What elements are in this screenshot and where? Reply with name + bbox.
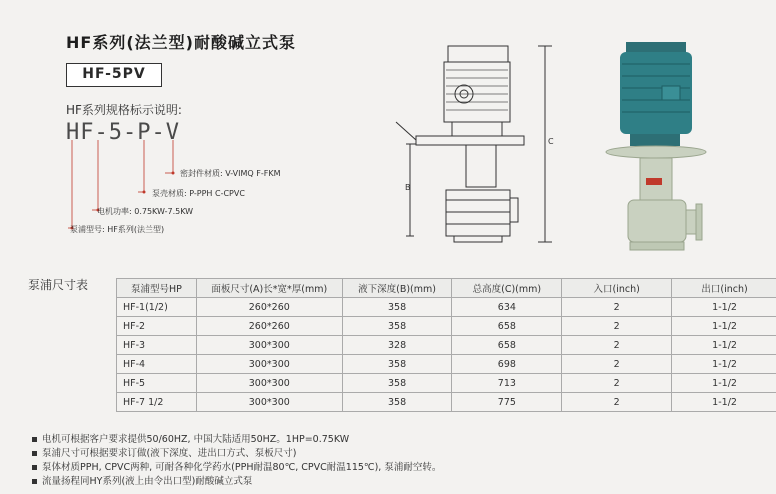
note-item: 流量扬程同HY系列(液上由令出口型)耐酸碱立式泵	[32, 475, 441, 489]
cell-panel-size: 260*260	[196, 298, 342, 317]
cell-depth: 358	[342, 355, 452, 374]
cell-outlet: 1-1/2	[672, 317, 776, 336]
spec-heading: HF系列规格标示说明:	[66, 103, 182, 117]
header-inlet: 入口(inch)	[562, 279, 672, 298]
cell-inlet: 2	[562, 298, 672, 317]
legend-pump-model: 泵浦型号: HF系列(法兰型)	[70, 225, 165, 234]
cell-inlet: 2	[562, 374, 672, 393]
table-row	[117, 317, 776, 336]
pump-logo-badge	[646, 178, 662, 185]
cell-inlet: 2	[562, 317, 672, 336]
pump-technical-drawing	[388, 40, 588, 255]
table-row	[117, 298, 776, 317]
note-item: 泵浦尺寸可根据要求订做(液下深度、进出口方式、泵板尺寸)	[32, 447, 441, 461]
dimension-b-label: B	[405, 183, 411, 192]
note-item: 泵体材质PPH, CPVC两种, 可耐各种化学药水(PPH耐温80℃, CPVC耐温115℃), 泵浦耐空转。	[32, 461, 441, 475]
cell-height: 634	[452, 298, 562, 317]
cell-model: HF-1(1/2)	[117, 298, 197, 317]
table-header-row	[117, 279, 776, 298]
cell-model: HF-4	[117, 355, 197, 374]
cell-model: HF-7 1/2	[117, 393, 197, 412]
cell-inlet: 2	[562, 355, 672, 374]
cell-depth: 358	[342, 317, 452, 336]
cell-panel-size: 300*300	[196, 374, 342, 393]
note-item: 电机可根据客户要求提供50/60HZ, 中国大陆适用50HZ。1HP=0.75KW	[32, 433, 441, 447]
cell-outlet: 1-1/2	[672, 374, 776, 393]
cell-inlet: 2	[562, 393, 672, 412]
dimension-c-label: C	[548, 137, 554, 146]
cell-height: 713	[452, 374, 562, 393]
cell-outlet: 1-1/2	[672, 336, 776, 355]
cell-depth: 358	[342, 298, 452, 317]
cell-model: HF-5	[117, 374, 197, 393]
cell-panel-size: 300*300	[196, 355, 342, 374]
pump-photo	[604, 38, 714, 252]
table-row	[117, 336, 776, 355]
table-row	[117, 393, 776, 412]
cell-height: 775	[452, 393, 562, 412]
header-height: 总高度(C)(mm)	[452, 279, 562, 298]
legend-seal: 密封件材质: V-VIMQ F-FKM	[180, 169, 281, 178]
cell-height: 658	[452, 336, 562, 355]
header-depth: 液下深度(B)(mm)	[342, 279, 452, 298]
table-row	[117, 355, 776, 374]
cell-panel-size: 260*260	[196, 317, 342, 336]
cell-panel-size: 300*300	[196, 336, 342, 355]
cell-model: HF-3	[117, 336, 197, 355]
cell-model: HF-2	[117, 317, 197, 336]
cell-inlet: 2	[562, 336, 672, 355]
cell-depth: 358	[342, 393, 452, 412]
spec-code: HF-5-P-V	[66, 120, 180, 145]
cell-height: 658	[452, 317, 562, 336]
legend-motor-power: 电机功率: 0.75KW-7.5KW	[97, 207, 194, 216]
page-title: HF系列(法兰型)耐酸碱立式泵	[66, 33, 296, 52]
notes-list	[32, 433, 441, 489]
cell-outlet: 1-1/2	[672, 298, 776, 317]
header-outlet: 出口(inch)	[672, 279, 776, 298]
model-badge: HF-5PV	[66, 63, 162, 87]
legend-casing: 泵壳材质: P-PPH C-CPVC	[152, 189, 245, 198]
header-model: 泵浦型号HP	[117, 279, 197, 298]
cell-panel-size: 300*300	[196, 393, 342, 412]
dimensions-table-label: 泵浦尺寸表	[28, 278, 89, 292]
cell-outlet: 1-1/2	[672, 393, 776, 412]
cell-depth: 358	[342, 374, 452, 393]
table-row	[117, 374, 776, 393]
header-panel-size: 面板尺寸(A)长*宽*厚(mm)	[196, 279, 342, 298]
cell-height: 698	[452, 355, 562, 374]
cell-depth: 328	[342, 336, 452, 355]
cell-outlet: 1-1/2	[672, 355, 776, 374]
dimensions-table	[116, 278, 776, 412]
